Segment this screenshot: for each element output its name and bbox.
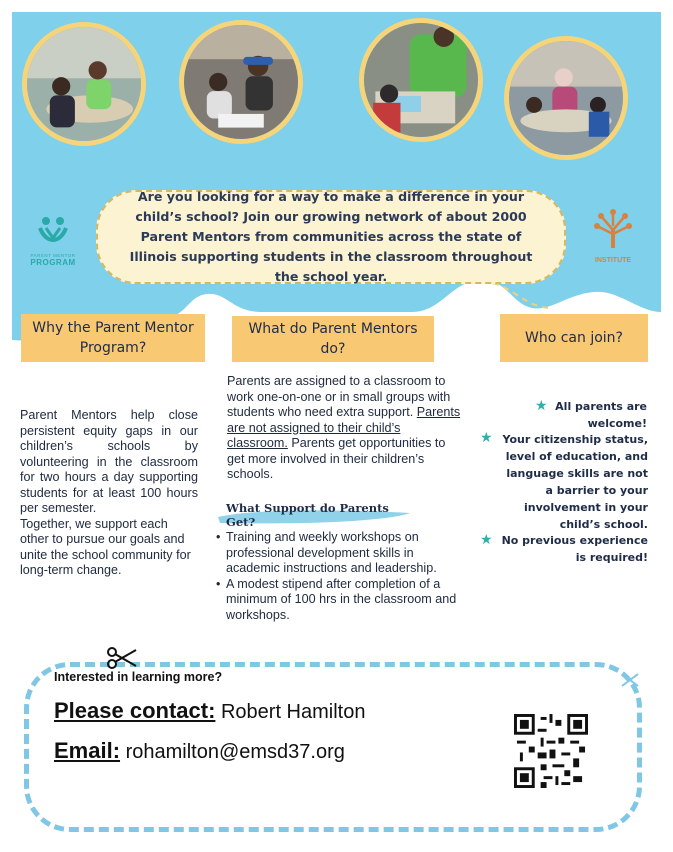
scissors-small-icon [620,672,640,690]
institute-logo [582,208,644,264]
star-icon: ★ [480,531,493,547]
who-item-1: All parents are welcome! [555,400,647,430]
classroom-photo-3 [359,18,483,142]
parent-mentor-logo-icon [36,214,70,248]
what-column-text [227,374,463,483]
support-list [216,530,466,623]
interested-text: Interested in learning more? [54,670,223,684]
classroom-photo-3-image [364,23,478,137]
classroom-photo-1 [22,22,146,146]
what-heading: What do Parent Mentors do? [248,321,418,357]
star-icon: ★ [480,429,493,445]
why-heading: Why the Parent Mentor Program? [32,320,194,356]
what-text-underlined: Parents are not assigned to their child’s classroom. [227,405,461,450]
who-item-3: No previous experience is required! [501,534,648,564]
logo-right-big-text: INSTITUTE [594,257,632,264]
contact-label: Please contact: [54,698,216,723]
what-heading-box [232,316,434,362]
contact-name: Robert Hamilton [220,701,366,723]
classroom-photo-2-image [184,25,298,139]
support-title-text: What Support do Parents Get? [226,501,389,529]
email-value[interactable]: rohamilton@emsd37.org [125,741,345,763]
why-paragraph-2: Together, we support each other to pursue our goals and unite the school community for long-term change. [20,516,191,577]
email-label: Email: [54,738,121,763]
what-text-after: Parents get opportunities to get more involved in their children’s schools. [227,436,446,481]
support-title [216,503,412,527]
intro-text: Are you looking for a way to make a difference in your child’s school? Join our growing network of about 2000 Parent Mentors from communities across the state of Illinois supporting students in the classroom throughout the school year. [129,189,533,284]
scissors-icon [106,646,138,670]
classroom-photo-4 [504,36,628,160]
intro-callout [96,190,566,284]
why-heading-box [21,314,205,362]
support-item: • A modest stipend after completion of a minimum of 100 hrs in the classroom and workshops. [216,577,466,624]
star-icon: ★ [535,397,548,413]
contact-line [54,698,365,724]
who-heading-box [500,314,648,362]
parent-mentor-program-logo [22,214,84,267]
support-item: • Training and weekly workshops on professional development skills in academic instructions and leadership. [216,530,466,577]
tree-logo-icon [591,208,635,252]
logo-left-big-text: PROGRAM [30,258,76,267]
qr-code[interactable] [514,714,588,788]
who-heading: Who can join? [525,330,623,346]
who-item-2: Your citizenship status, level of education, and language skills are not a barrier to your involvement in your child’s school. [502,433,648,531]
classroom-photo-4-image [509,41,623,155]
classroom-photo-1-image [27,27,141,141]
email-line [54,738,345,764]
why-column [20,408,198,579]
logo-left-small-text: PARENT MENTOR [30,253,76,258]
what-text-before: Parents are assigned to a classroom to work one-on-one or in small groups with students who need extra support. [227,374,451,419]
classroom-photo-2 [179,20,303,144]
why-paragraph-1: Parent Mentors help close persistent equity gaps in our children’s schools by volunteering in the classroom for two hours a day supporting students for at least 100 hours per semester. [20,408,198,515]
